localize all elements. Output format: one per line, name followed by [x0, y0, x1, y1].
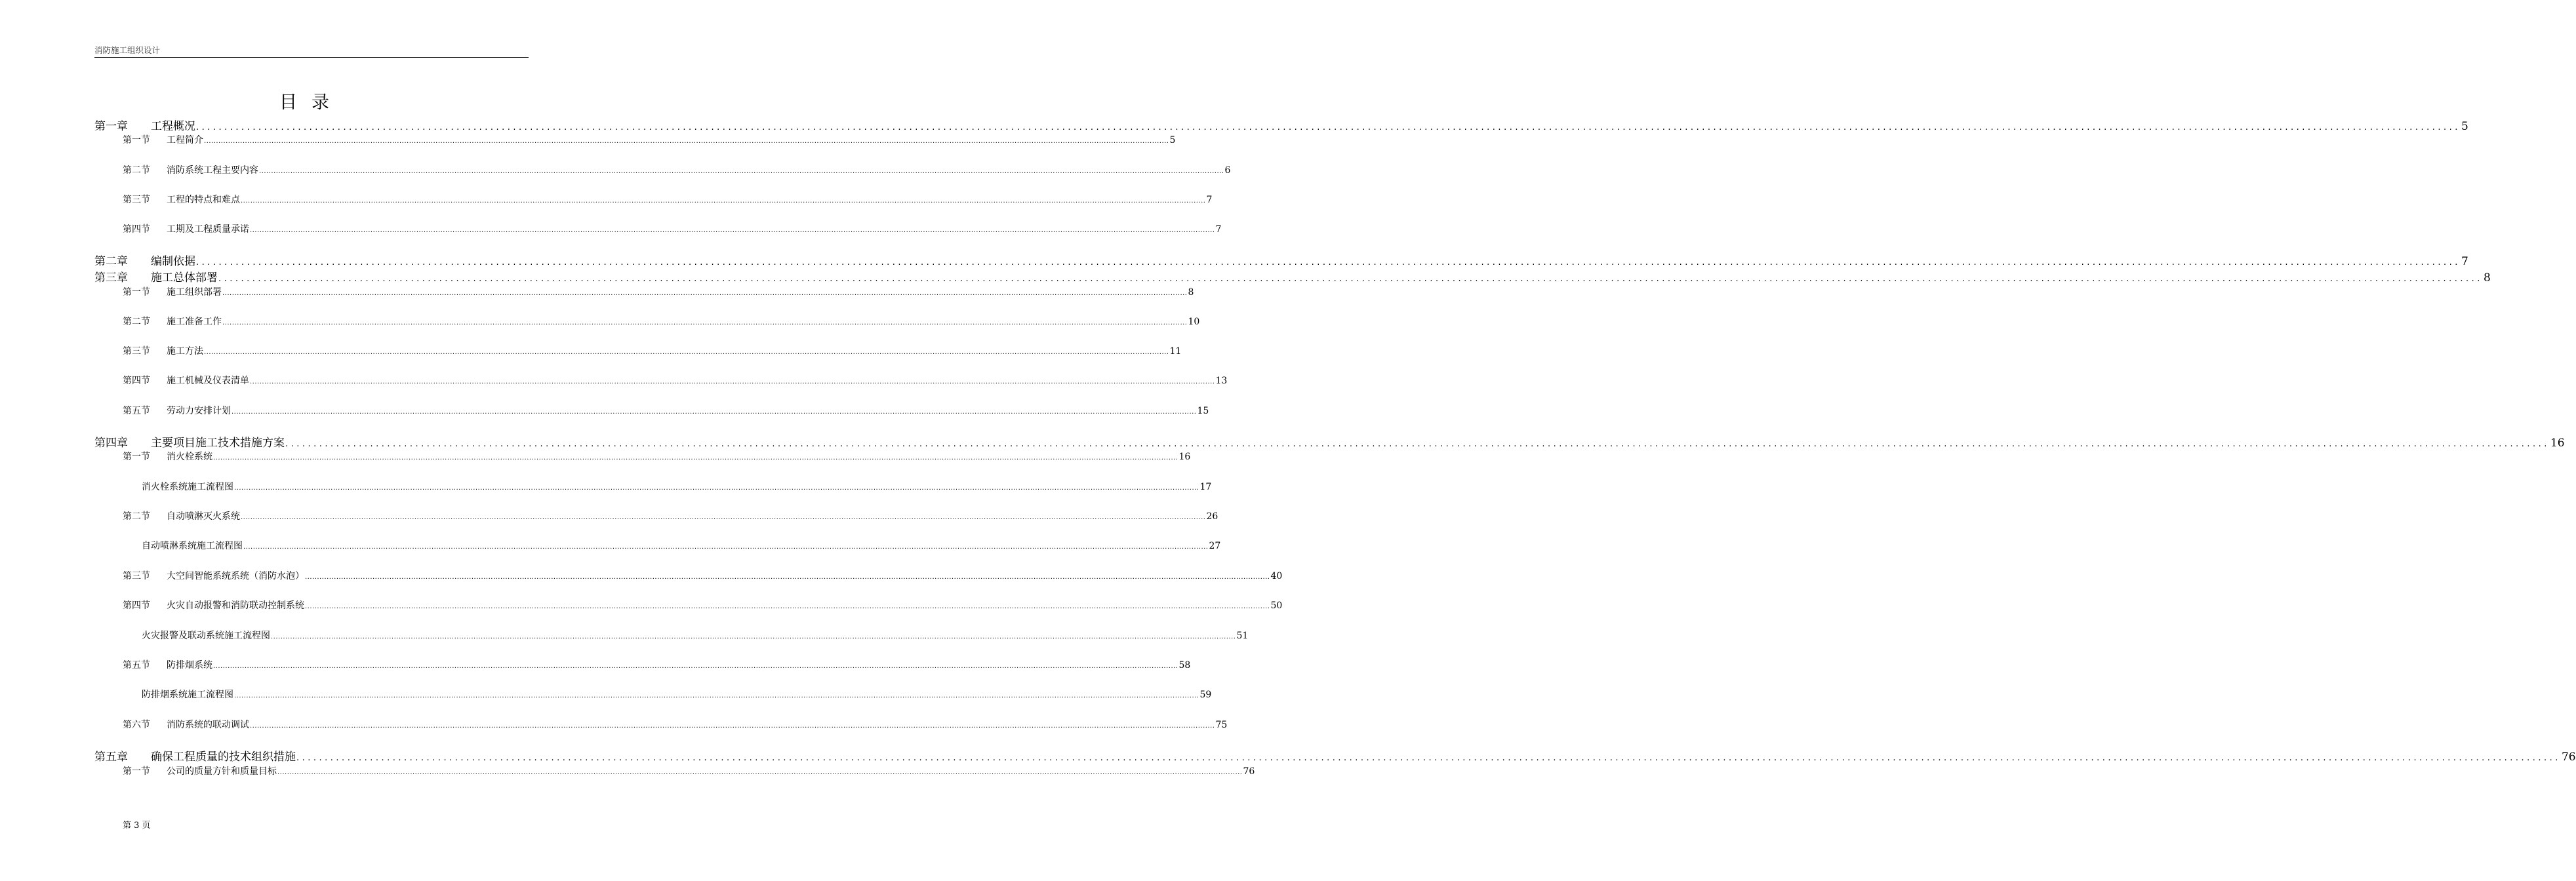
toc-entry-number: 第四章 [94, 437, 128, 450]
toc-entry-number: 第四节 [123, 600, 150, 611]
toc-leader-dots: ................................................................................................................................................................................................................................................................................................................................................................................................................ [234, 484, 1199, 492]
toc-entry-label: 消火栓系统施工流程图 [142, 482, 233, 492]
toc-entry-label: 自动喷淋系统施工流程图 [142, 541, 243, 551]
toc-entry-section[interactable] [123, 718, 1228, 731]
toc-leader-dots: ................................................................................................................................................................................................................................................................................................................................................................................................................ [285, 439, 2550, 449]
toc-entry-number: 第一节 [123, 766, 150, 777]
toc-entry-sub[interactable] [142, 480, 1212, 493]
toc-leader-dots: ................................................................................................................................................................................................................................................................................................................................................................................................................ [271, 633, 1236, 640]
toc-leader-dots: ................................................................................................................................................................................................................................................................................................................................................................................................................ [204, 349, 1169, 356]
toc-entry-label: 工程简介 [167, 135, 203, 146]
toc-leader-dots: ................................................................................................................................................................................................................................................................................................................................................................................................................ [204, 138, 1169, 145]
toc-leader-dots: ................................................................................................................................................................................................................................................................................................................................................................................................................ [222, 290, 1188, 297]
toc-entry-number: 第四节 [123, 224, 150, 235]
toc-entry-section[interactable] [123, 133, 1176, 146]
toc-entry-label: 公司的质量方针和质量目标 [167, 766, 277, 777]
toc-entry-page: 16 [2550, 437, 2565, 450]
toc-leader-dots: ................................................................................................................................................................................................................................................................................................................................................................................................................ [241, 197, 1206, 205]
toc-entry-chapter[interactable] [94, 747, 2576, 764]
toc-entry-section[interactable] [123, 569, 1283, 582]
toc-entry-page: 58 [1178, 660, 1191, 671]
toc-leader-dots: ................................................................................................................................................................................................................................................................................................................................................................................................................ [305, 574, 1270, 581]
toc-entry-number: 第六节 [123, 720, 150, 730]
toc-entry-section[interactable] [123, 163, 1231, 176]
toc-entry-sub[interactable] [142, 629, 1249, 642]
toc-leader-dots: ................................................................................................................................................................................................................................................................................................................................................................................................................ [250, 722, 1215, 730]
toc-entry-label: 施工组织部署 [167, 287, 222, 298]
toc-entry-label: 防排烟系统 [167, 660, 212, 671]
toc-entry-number: 第一章 [94, 120, 128, 133]
toc-entry-section[interactable] [123, 764, 1255, 777]
toc-entry-page: 76 [1243, 766, 1255, 777]
toc-entry-section[interactable] [123, 315, 1200, 328]
toc-entry-label: 消防系统工程主要内容 [167, 165, 258, 176]
toc-entry-chapter[interactable] [94, 117, 2468, 133]
toc-entry-label: 施工机械及仪表清单 [167, 376, 249, 386]
toc-entry-label: 工程概况 [151, 120, 195, 133]
toc-entry-page: 27 [1209, 541, 1221, 551]
toc-leader-dots: ................................................................................................................................................................................................................................................................................................................................................................................................................ [196, 123, 2461, 132]
toc-entry-chapter[interactable] [94, 252, 2468, 268]
toc-entry-page: 7 [1215, 224, 1222, 235]
toc-leader-dots: ................................................................................................................................................................................................................................................................................................................................................................................................................ [250, 227, 1215, 234]
toc-entry-label: 主要项目施工技术措施方案 [151, 437, 285, 450]
toc-entry-number: 第一节 [123, 452, 150, 462]
toc-entry-page: 26 [1206, 511, 1218, 522]
toc-entry-number: 第五章 [94, 751, 128, 764]
toc-entry-page: 76 [2561, 751, 2576, 764]
header-text: 消防施工组织设计 [94, 45, 161, 55]
toc-entry-label: 编制依据 [151, 255, 195, 268]
toc-entry-section[interactable] [123, 598, 1283, 612]
toc-leader-dots: ................................................................................................................................................................................................................................................................................................................................................................................................................ [259, 168, 1224, 175]
toc-entry-label: 大空间智能系统系统（消防水泡） [167, 571, 304, 581]
toc-entry-section[interactable] [123, 404, 1209, 417]
toc-entry-section[interactable] [123, 509, 1218, 522]
toc-leader-dots: ................................................................................................................................................................................................................................................................................................................................................................................................................ [231, 408, 1197, 416]
toc-leader-dots: ................................................................................................................................................................................................................................................................................................................................................................................................................ [241, 514, 1206, 521]
toc-entry-label: 消防系统的联动调试 [167, 720, 249, 730]
toc-entry-label: 防排烟系统施工流程图 [142, 690, 233, 700]
toc-entry-number: 第五节 [123, 660, 150, 671]
toc-leader-dots: ................................................................................................................................................................................................................................................................................................................................................................................................................ [234, 692, 1199, 699]
toc-entry-number: 第二节 [123, 165, 150, 176]
toc-entry-sub[interactable] [142, 539, 1221, 552]
toc-leader-dots: ................................................................................................................................................................................................................................................................................................................................................................................................................ [222, 319, 1188, 326]
toc-entry-number: 第五节 [123, 406, 150, 416]
toc-entry-section[interactable] [123, 222, 1222, 235]
toc-entry-label: 消火栓系统 [167, 452, 212, 462]
toc-entry-chapter[interactable] [94, 268, 2491, 284]
toc-entry-page: 15 [1197, 406, 1209, 416]
toc-entry-section[interactable] [123, 193, 1213, 206]
toc-entry-section[interactable] [123, 658, 1191, 671]
toc-entry-chapter[interactable] [94, 433, 2565, 450]
page-number: 第 3 页 [123, 821, 151, 831]
toc-entry-section[interactable] [123, 344, 1182, 357]
toc-entry-label: 火灾自动报警和消防联动控制系统 [167, 600, 304, 611]
toc-entry-page: 40 [1270, 571, 1283, 581]
toc-entry-number: 第三节 [123, 571, 150, 581]
toc-entry-number: 第四节 [123, 376, 150, 386]
toc-entry-page: 5 [2461, 120, 2468, 133]
toc-entry-page: 7 [1206, 195, 1213, 205]
toc-entry-page: 51 [1236, 631, 1249, 641]
toc-entry-page: 5 [1169, 135, 1176, 146]
toc-entry-label: 工期及工程质量承诺 [167, 224, 249, 235]
toc-leader-dots: ................................................................................................................................................................................................................................................................................................................................................................................................................ [213, 454, 1178, 461]
toc-title: 目录 [279, 92, 344, 113]
toc-leader-dots: ................................................................................................................................................................................................................................................................................................................................................................................................................ [213, 663, 1178, 670]
toc-entry-label: 施工总体部署 [151, 271, 218, 284]
toc-entry-number: 第三节 [123, 346, 150, 357]
toc-entry-label: 自动喷淋灭火系统 [167, 511, 240, 522]
toc-entry-number: 第二节 [123, 511, 150, 522]
toc-entry-number: 第二章 [94, 255, 128, 268]
toc-entry-page: 50 [1270, 600, 1283, 611]
toc-entry-sub[interactable] [142, 688, 1212, 701]
toc-entry-page: 8 [1188, 287, 1194, 298]
toc-entry-page: 17 [1199, 482, 1212, 492]
toc-leader-dots: ................................................................................................................................................................................................................................................................................................................................................................................................................ [277, 769, 1243, 776]
toc-entry-page: 7 [2461, 255, 2468, 268]
toc-entry-section[interactable] [123, 285, 1194, 298]
toc-entry-page: 11 [1169, 346, 1182, 357]
toc-entry-label: 施工方法 [167, 346, 203, 357]
toc-entry-section[interactable] [123, 374, 1228, 387]
toc-leader-dots: ................................................................................................................................................................................................................................................................................................................................................................................................................ [305, 603, 1270, 610]
toc-entry-number: 第一节 [123, 135, 150, 146]
toc-entry-page: 75 [1215, 720, 1228, 730]
toc-entry-page: 10 [1188, 317, 1200, 327]
toc-leader-dots: ................................................................................................................................................................................................................................................................................................................................................................................................................ [196, 258, 2461, 267]
toc-entry-label: 工程的特点和难点 [167, 195, 240, 205]
toc-entry-label: 施工准备工作 [167, 317, 222, 327]
toc-entry-page: 16 [1178, 452, 1191, 462]
toc-entry-section[interactable] [123, 450, 1191, 463]
toc-entry-page: 59 [1199, 690, 1212, 700]
toc-entry-label: 劳动力安排计划 [167, 406, 231, 416]
toc-entry-number: 第一节 [123, 287, 150, 298]
toc-entry-number: 第二节 [123, 317, 150, 327]
toc-entry-label: 确保工程质量的技术组织措施 [151, 751, 296, 764]
toc-entry-label: 火灾报警及联动系统施工流程图 [142, 631, 270, 641]
toc-entry-page: 8 [2483, 271, 2491, 284]
toc-leader-dots: ................................................................................................................................................................................................................................................................................................................................................................................................................ [296, 753, 2561, 763]
toc-entry-number: 第三章 [94, 271, 128, 284]
toc-leader-dots: ................................................................................................................................................................................................................................................................................................................................................................................................................ [250, 378, 1215, 385]
toc-leader-dots: ................................................................................................................................................................................................................................................................................................................................................................................................................ [243, 543, 1209, 551]
toc-leader-dots: ................................................................................................................................................................................................................................................................................................................................................................................................................ [218, 274, 2483, 284]
toc-entry-number: 第三节 [123, 195, 150, 205]
toc-entry-page: 13 [1215, 376, 1228, 386]
toc-entry-page: 6 [1224, 165, 1231, 176]
